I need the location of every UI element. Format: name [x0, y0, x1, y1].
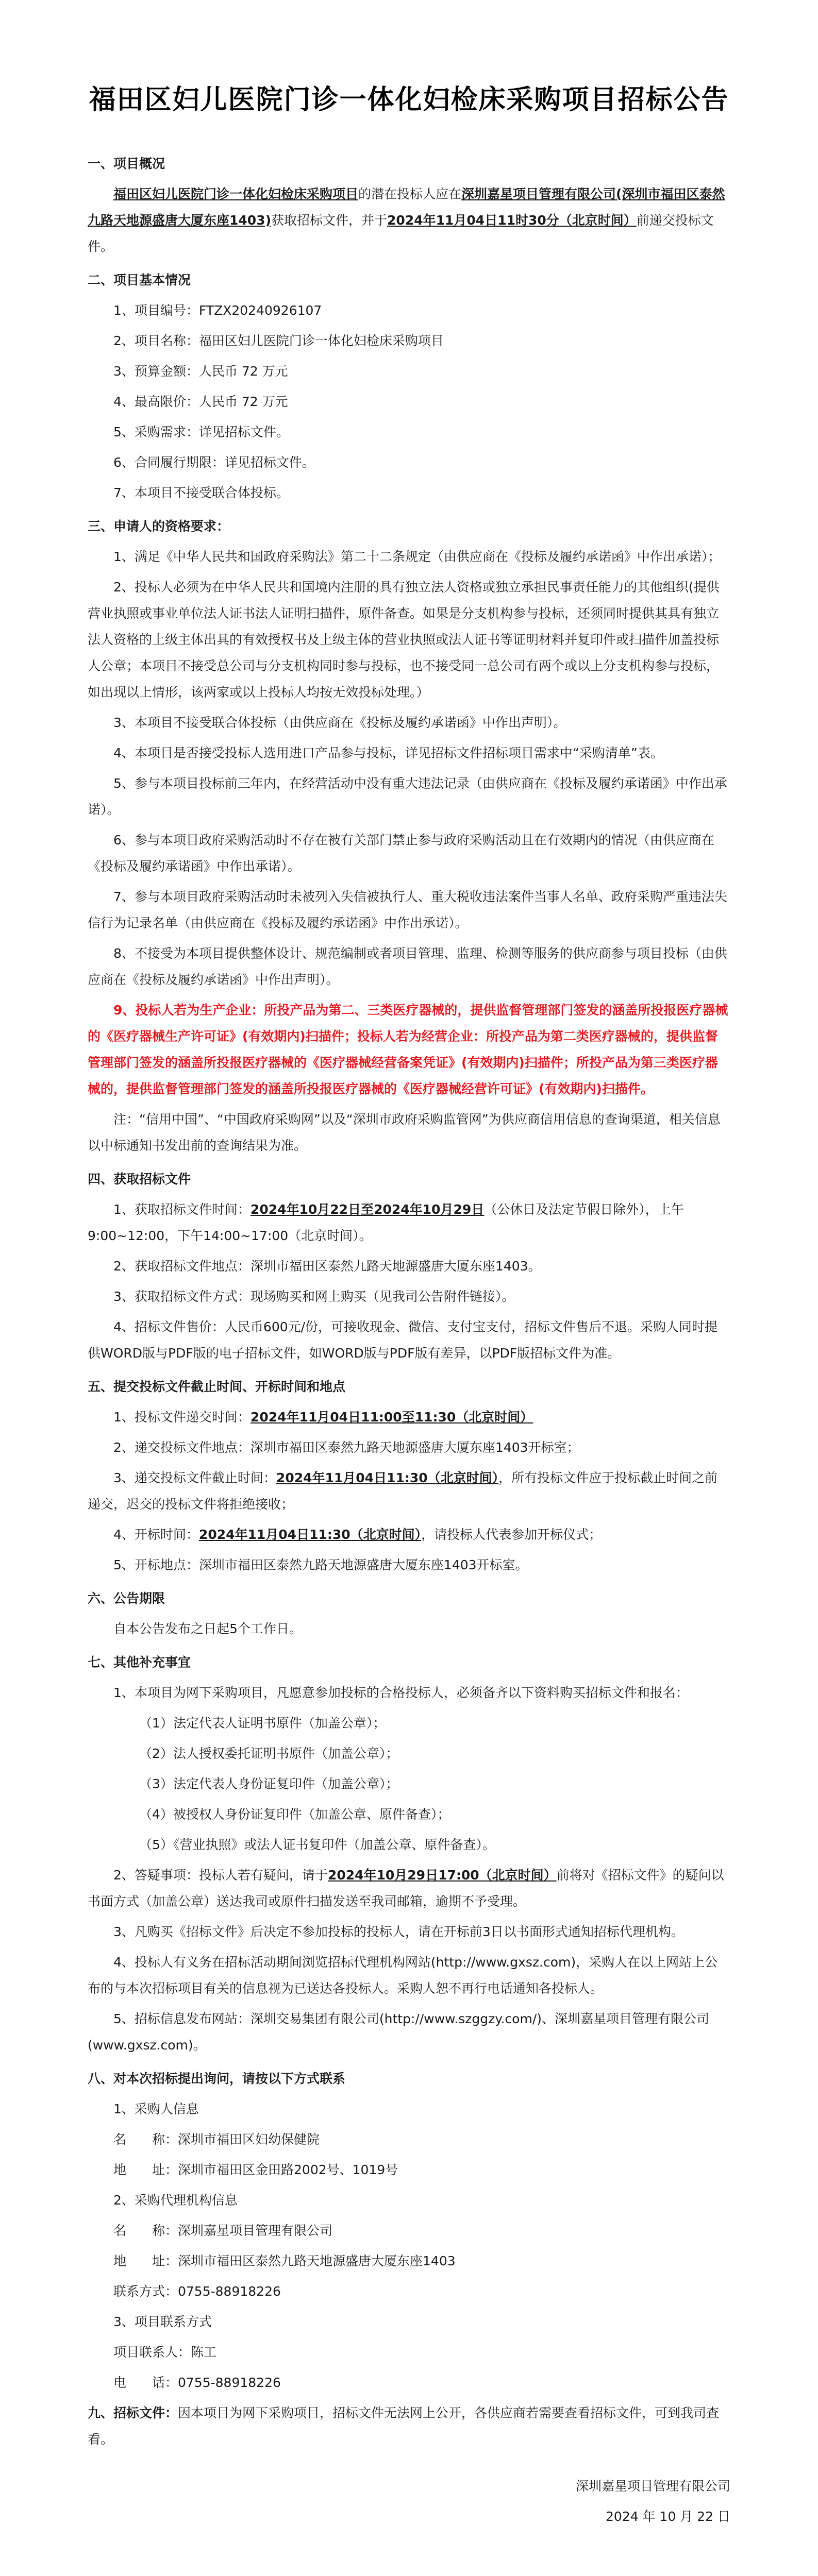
- required-document: （2）法人授权委托证明书原件（加盖公章）；: [139, 1746, 399, 1761]
- page-title: 福田区妇儿医院门诊一体化妇检床采购项目招标公告: [89, 84, 729, 115]
- qualification-item: 2、投标人必须为在中华人民共和国境内注册的具有独立法人资格或独立承担民事责任能力的其他组织(提供营业执照或事业单位法人证书法人证明扫描件，原件备查。如果是分支机构参与投标，还须同时提供其具有独立法人资格的上级主体出具的有效授权书及上级主体的营业执照或法人证书等证明材料并复印件或扫描件加盖投标人公章；本项目不接受总公司与分支机构同时参与投标，也不接受同一总公司有两个或以上分支机构参与投标，如出现以上情形，该两家或以上投标人均按无效投标处理。）: [88, 580, 720, 700]
- project-contact-phone: 电 话：0755-88918226: [113, 2375, 281, 2390]
- agency-phone: 联系方式：0755-88918226: [113, 2284, 281, 2299]
- obtain-time-hours: （公休日及法定节假日除外），上午9:00~12:00，下午14:00~17:00（北京时间）。: [88, 1202, 684, 1243]
- submission-deadline: [88, 1465, 730, 1517]
- tender-docs-text: 因本项目为网下采购项目，招标文件无法网上公开，各供应商若需要查看招标文件，可到我司查看。: [88, 2405, 720, 2447]
- submission-time-value: 2024年11月04日11:00至11:30（北京时间）: [250, 1410, 533, 1425]
- obtain-method: 3、获取招标文件方式：现场购买和网上购买（见我司公告附件链接）。: [113, 1289, 515, 1304]
- notice-period: 自本公告发布之日起5个工作日。: [113, 1621, 302, 1636]
- overview-text: 前递交投标文件。: [88, 213, 714, 254]
- project-contact-heading: 3、项目联系方式: [113, 2314, 212, 2329]
- qa-text: 2、答疑事项：投标人若有疑问，请于: [113, 1868, 328, 1883]
- basic-info-item: 6、合同履行期限：详见招标文件。: [113, 455, 315, 470]
- section-heading-notice-period: 六、公告期限: [88, 1591, 165, 1606]
- section-heading-qualifications: 三、申请人的资格要求：: [88, 519, 230, 534]
- opening-time-label: 4、开标时间：: [113, 1527, 199, 1542]
- deadline-label: 3、递交投标文件截止时间：: [113, 1470, 276, 1485]
- submission-time: [88, 1404, 730, 1430]
- announcement-body: [88, 150, 730, 2530]
- purchaser-address: 地 址：深圳市福田区金田路2002号、1019号: [113, 2162, 398, 2177]
- opening-location: 5、开标地点：深圳市福田区泰然九路天地源盛唐大厦东座1403开标室。: [113, 1557, 528, 1572]
- obtain-location: 2、获取招标文件地点：深圳市福田区泰然九路天地源盛唐大厦东座1403。: [113, 1259, 541, 1274]
- overview-text: 获取招标文件，并于: [271, 213, 388, 228]
- agency-name: 名 称：深圳嘉星项目管理有限公司: [113, 2223, 333, 2238]
- deadline-note: ，所有投标文件应于投标截止时间之前递交，迟交的投标文件将拒绝接收；: [88, 1470, 718, 1512]
- opening-time-value: 2024年11月04日11:30（北京时间）: [198, 1527, 422, 1542]
- required-document: （3）法定代表人身份证复印件（加盖公章）；: [139, 1776, 399, 1791]
- section-heading-basic-info: 二、项目基本情况: [88, 273, 191, 287]
- opening-time-note: ，请投标人代表参加开标仪式；: [421, 1527, 602, 1542]
- qa-text: 前将对《招标文件》的疑问以书面方式（加盖公章）送达我司或原件扫描发送至我司邮箱，逾期不予受理。: [88, 1868, 724, 1909]
- required-document: （5）《营业执照》或法人证书复印件（加盖公章、原件备查）。: [139, 1837, 495, 1852]
- credit-note: 注：“信用中国”、“中国政府采购网”以及“深圳市政府采购监管网”为供应商信用信息的查询渠道，相关信息以中标通知书发出前的查询结果为准。: [88, 1112, 721, 1153]
- other-item: 1、本项目为网下采购项目，凡愿意参加投标的合格投标人，必须备齐以下资料购买招标文件和报名：: [113, 1685, 689, 1700]
- qualification-item: 1、满足《中华人民共和国政府采购法》第二十二条规定（由供应商在《投标及履约承诺函》中作出承诺）；: [113, 549, 721, 564]
- qa-deadline: 2024年10月29日17:00（北京时间）: [327, 1868, 557, 1883]
- agency-heading: 2、采购代理机构信息: [113, 2193, 238, 2208]
- section-heading-contact: 八、对本次招标提出询问，请按以下方式联系: [88, 2071, 346, 2086]
- qualification-item: 3、本项目不接受联合体投标（由供应商在《投标及履约承诺函》中作出声明）。: [113, 715, 566, 730]
- tender-docs-note: [88, 2400, 730, 2452]
- section-heading-obtain-docs: 四、获取招标文件: [88, 1172, 191, 1187]
- basic-info-item: 3、预算金额：人民币 72 万元: [113, 364, 288, 379]
- basic-info-item: 1、项目编号：FTZX20240926107: [113, 303, 322, 318]
- purchaser-heading: 1、采购人信息: [113, 2102, 199, 2116]
- agency-address: 地 址：深圳市福田区泰然九路天地源盛唐大厦东座1403: [113, 2253, 456, 2268]
- medical-device-qualification: 9、投标人若为生产企业：所投产品为第二、三类医疗器械的，提供监督管理部门签发的涵盖所投报医疗器械的《医疗器械生产许可证》(有效期内)扫描件；投标人若为经营企业：所投产品为第二类医疗器械的，提供监督管理部门签发的涵盖所投报医疗器械的《医疗器械经营备案凭证》(有效期内)扫描件；所投产品为第三类医疗器械的，提供监督管理部门签发的涵盖所投报医疗器械的《医疗器械经营许可证》(有效期内)扫描件。: [88, 1003, 728, 1096]
- project-name: 福田区妇儿医院门诊一体化妇检床采购项目: [113, 187, 359, 201]
- qualification-item: 7、参与本项目政府采购活动时未被列入失信被执行人、重大税收违法案件当事人名单、政府采购严重违法失信行为记录名单（由供应商在《投标及履约承诺函》中作出承诺）。: [88, 889, 727, 930]
- other-item: 5、招标信息发布网站：深圳交易集团有限公司(http://www.szggzy.com/)、深圳嘉星项目管理有限公司(www.gxsz.com)。: [88, 2011, 709, 2053]
- qualification-item: 6、参与本项目政府采购活动时不存在被有关部门禁止参与政府采购活动且在有效期内的情况（由供应商在《投标及履约承诺函》中作出承诺）。: [88, 833, 714, 874]
- required-document: （4）被授权人身份证复印件（加盖公章、原件备查）；: [139, 1807, 450, 1822]
- required-document: （1）法定代表人证明书原件（加盖公章）；: [139, 1716, 386, 1731]
- project-contact-person: 项目联系人：陈工: [113, 2345, 217, 2360]
- basic-info-item: 2、项目名称：福田区妇儿医院门诊一体化妇检床采购项目: [113, 333, 444, 348]
- overview-paragraph: [88, 181, 730, 260]
- qualification-item: 4、本项目是否接受投标人选用进口产品参与投标，详见招标文件招标项目需求中“采购清单”表。: [113, 745, 663, 760]
- opening-time: [88, 1521, 730, 1548]
- submission-location: 2、递交投标文件地点：深圳市福田区泰然九路天地源盛唐大厦东座1403开标室；: [113, 1440, 580, 1455]
- section-heading-other: 七、其他补充事宜: [88, 1655, 191, 1670]
- signature-date: 2024 年 10 月 22 日: [606, 2509, 730, 2524]
- basic-info-item: 4、最高限价：人民币 72 万元: [113, 394, 288, 409]
- qualification-item: 8、不接受为本项目提供整体设计、规范编制或者项目管理、监理、检测等服务的供应商参与项目投标（由供应商在《投标及履约承诺函》中作出声明）。: [88, 946, 727, 987]
- purchaser-name: 名 称：深圳市福田区妇幼保健院: [113, 2132, 320, 2147]
- section-heading-overview: 一、项目概况: [88, 156, 165, 171]
- obtain-time: [88, 1196, 730, 1249]
- qa-item: [88, 1862, 730, 1914]
- qualification-item: 5、参与本项目投标前三年内，在经营活动中没有重大违法记录（由供应商在《投标及履约承诺函》中作出承诺）。: [88, 776, 727, 817]
- basic-info-item: 7、本项目不接受联合体投标。: [113, 485, 289, 500]
- overview-text: 的潜在投标人应在: [358, 187, 462, 201]
- other-item: 3、凡购买《招标文件》后决定不参加投标的投标人，请在开标前3日以书面形式通知招标代理机构。: [113, 1924, 684, 1939]
- basic-info-item: 5、采购需求：详见招标文件。: [113, 425, 289, 439]
- obtain-date-range: 2024年10月22日至2024年10月29日: [250, 1202, 485, 1217]
- deadline-time: 2024年11月04日11时30分（北京时间）: [387, 213, 637, 228]
- agency-name-address: 深圳嘉星项目管理有限公司(深圳市福田区泰然九路天地源盛唐大厦东座1403): [88, 187, 725, 228]
- deadline-value: 2024年11月04日11:30（北京时间）: [276, 1470, 499, 1485]
- document-price: 4、招标文件售价：人民币600元/份，可接收现金、微信、支付宝支付，招标文件售后不退。采购人同时提供WORD版与PDF版的电子招标文件，如WORD版与PDF版有差异，以PDF版招标文件为准。: [88, 1319, 718, 1361]
- signature-org: 深圳嘉星项目管理有限公司: [575, 2479, 730, 2494]
- submission-time-label: 1、投标文件递交时间：: [113, 1410, 251, 1425]
- other-item: 4、投标人有义务在招标活动期间浏览招标代理机构网站(http://www.gxsz.com)，采购人在以上网站上公布的与本次招标项目有关的信息视为已送达各投标人。采购人恕不再行电话通知各投标人。: [88, 1955, 718, 1996]
- section-heading-tender-docs: 九、招标文件：: [88, 2405, 178, 2420]
- section-heading-submission: 五、提交投标文件截止时间、开标时间和地点: [88, 1379, 346, 1394]
- obtain-time-label: 1、获取招标文件时间：: [113, 1202, 251, 1217]
